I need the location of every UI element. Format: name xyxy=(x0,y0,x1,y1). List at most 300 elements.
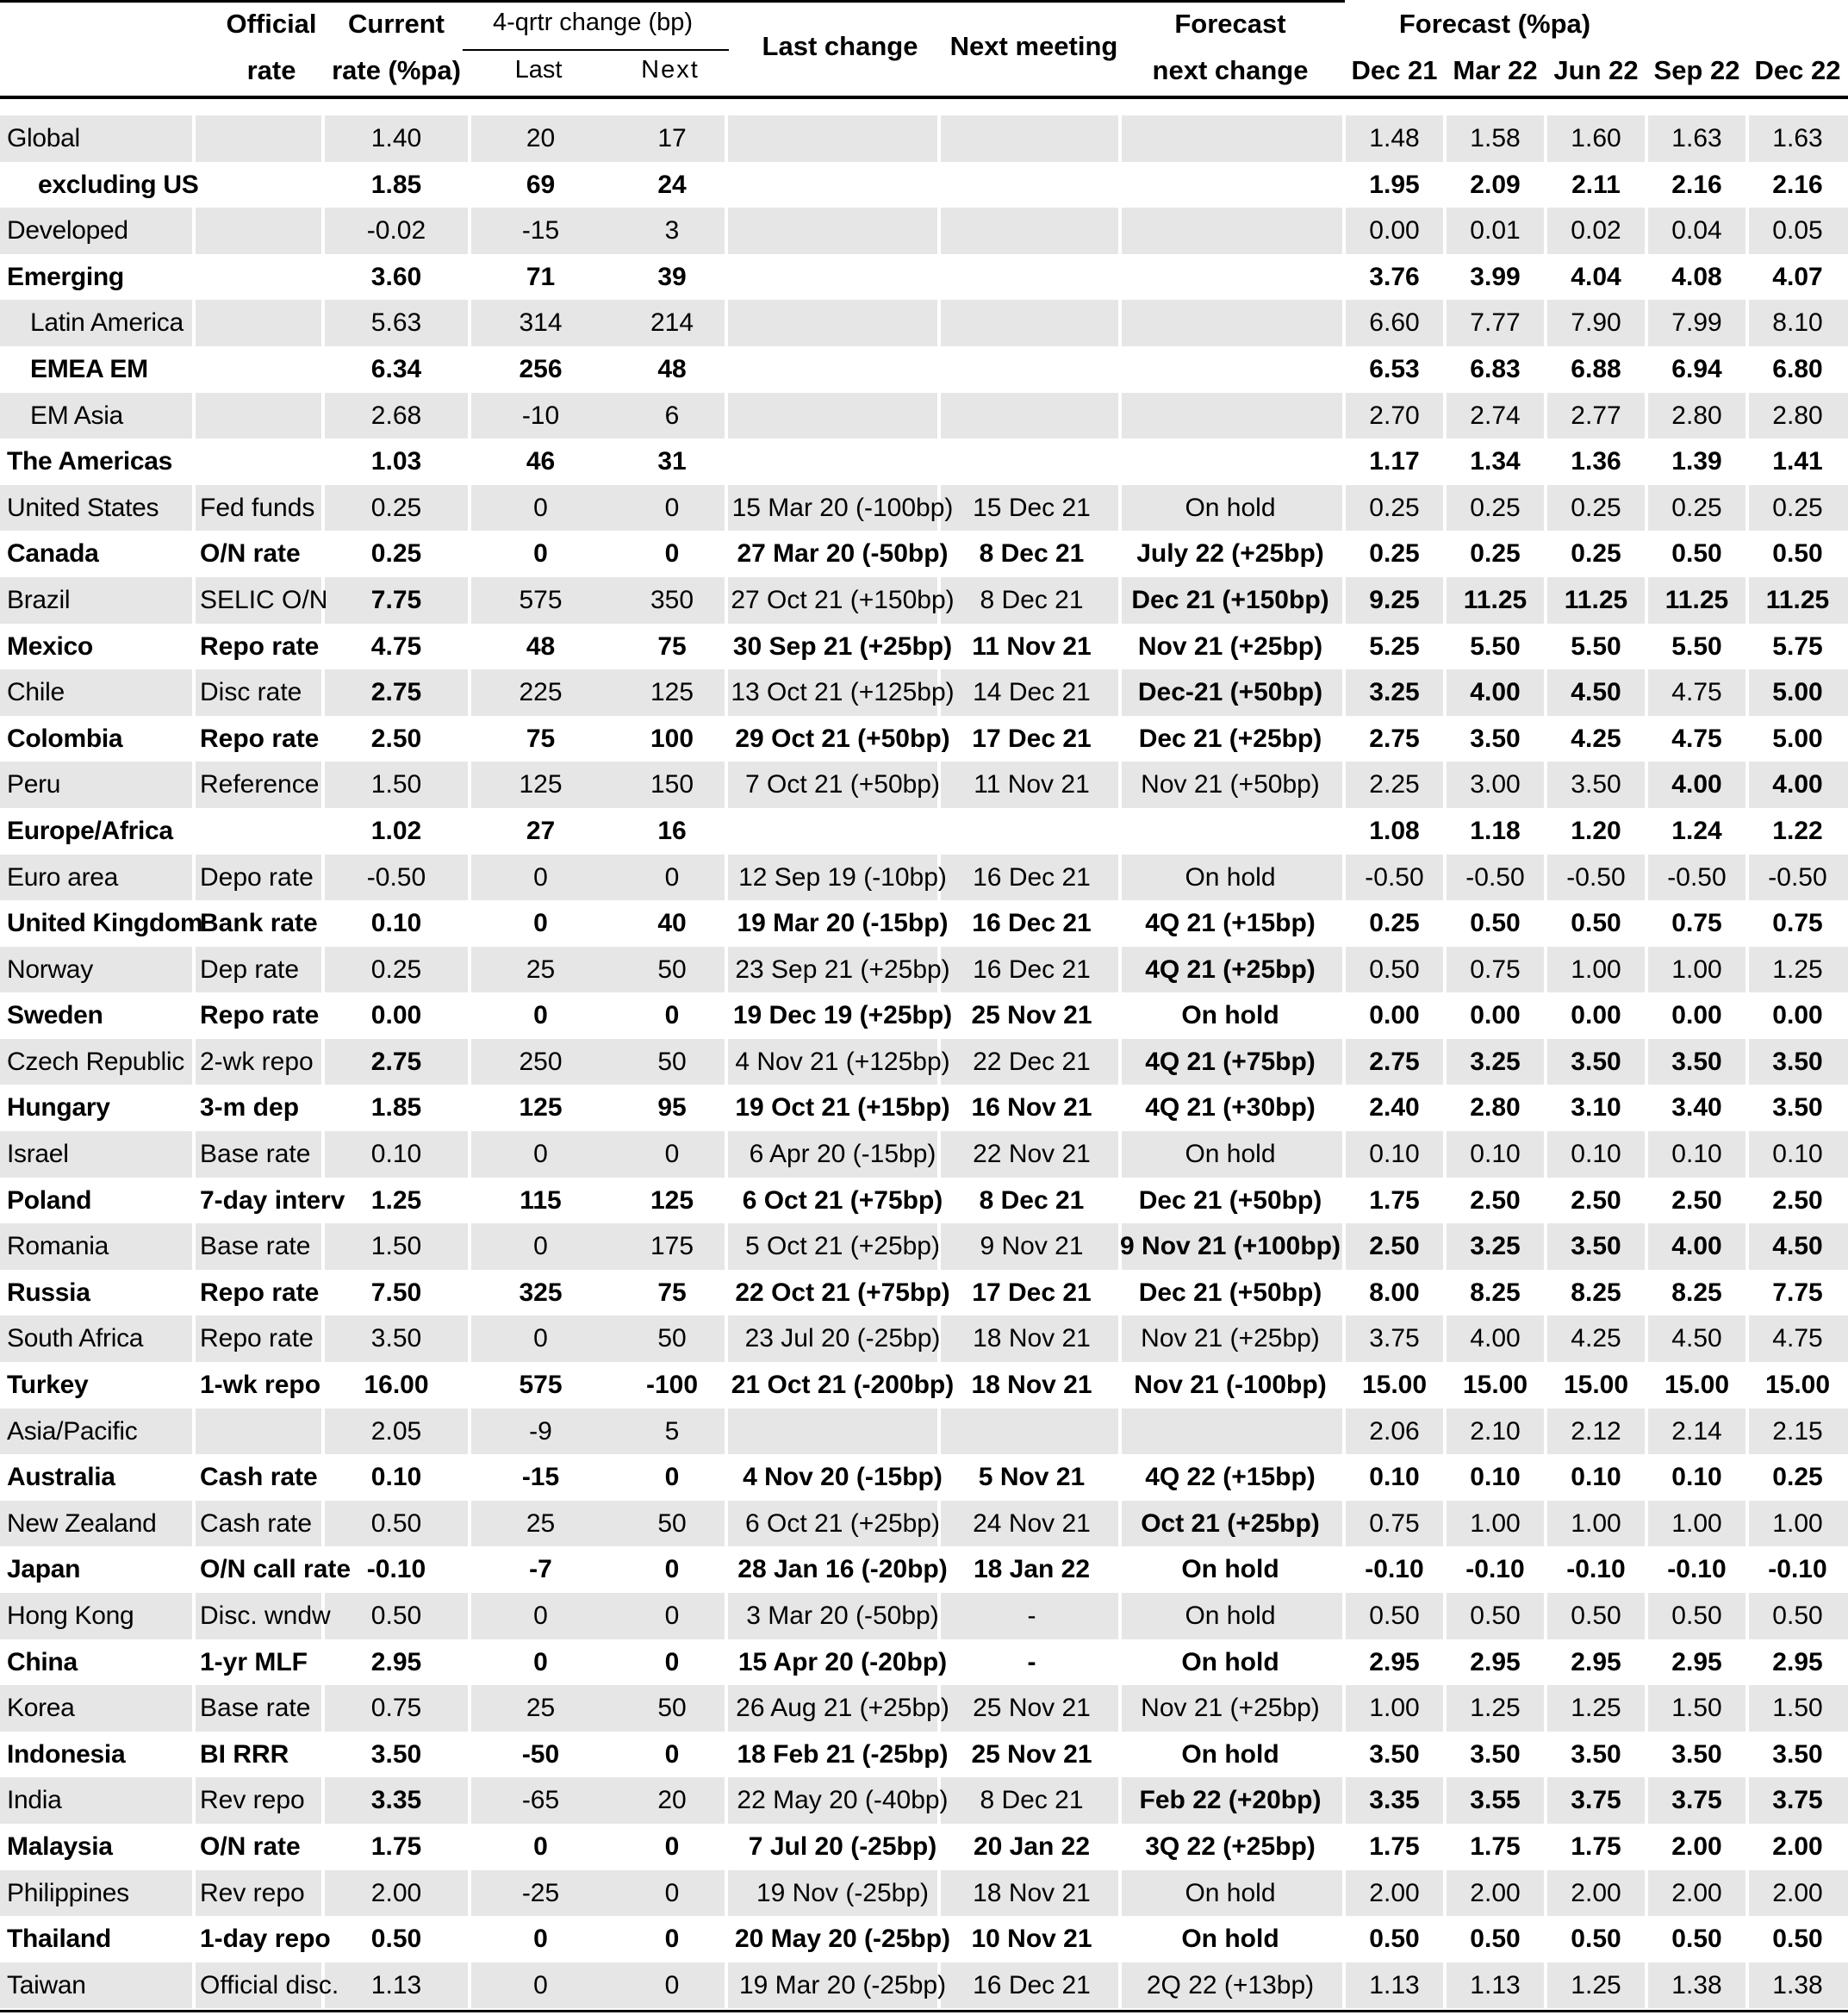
cell-change-last: 125 xyxy=(519,1093,563,1123)
table-row xyxy=(0,438,1848,485)
cell-rate-name: Base rate xyxy=(200,1232,311,1261)
cell-next-meeting: 22 Dec 21 xyxy=(973,1047,1091,1076)
table-row xyxy=(0,1039,1848,1085)
table-row xyxy=(0,1454,1848,1501)
cell-country: New Zealand xyxy=(7,1508,157,1538)
cell-forecast-mar22: 15.00 xyxy=(1462,1371,1528,1400)
cell-last-change xyxy=(726,438,959,485)
header-rule xyxy=(0,96,1848,99)
cell-forecast-dec22: 5.00 xyxy=(1772,678,1823,707)
cell-current-rate: 0.25 xyxy=(370,955,422,984)
cell-forecast-sep22: 1.24 xyxy=(1671,816,1722,845)
cell-forecast-mar22: 3.00 xyxy=(1470,770,1521,799)
cell-forecast-dec22: 1.25 xyxy=(1772,955,1823,984)
cell-forecast-next: 4Q 21 (+30bp) xyxy=(1145,1093,1316,1123)
cell-change-next: -100 xyxy=(645,1371,699,1400)
cell-rate-name xyxy=(200,208,333,254)
cell-last-change xyxy=(726,808,959,855)
cell-rate-name: Rev repo xyxy=(200,1878,305,1907)
cell-forecast-dec22: 0.75 xyxy=(1772,909,1823,938)
table-row xyxy=(0,1777,1848,1824)
table-row xyxy=(0,577,1848,624)
cell-forecast-dec21: 1.13 xyxy=(1369,1970,1420,1999)
cell-rate-name: Fed funds xyxy=(200,493,315,522)
table-row xyxy=(0,1131,1848,1178)
cell-next-meeting: 22 Nov 21 xyxy=(973,1140,1091,1169)
cell-rate-name: Bank rate xyxy=(200,909,318,938)
cell-next-meeting: 20 Jan 22 xyxy=(973,1832,1091,1861)
cell-country: United States xyxy=(7,493,159,522)
cell-last-change: 21 Oct 21 (-200bp) xyxy=(731,1371,955,1400)
cell-forecast-jun22: 2.12 xyxy=(1571,1416,1621,1446)
cell-current-rate: 7.50 xyxy=(370,1278,422,1307)
cell-change-next: 95 xyxy=(657,1093,687,1123)
header-period-dec22: Dec 22 xyxy=(1754,55,1841,85)
cell-country: China xyxy=(7,1647,78,1676)
cell-forecast-sep22: 7.99 xyxy=(1671,308,1722,338)
table-row xyxy=(0,1824,1848,1870)
cell-forecast-dec21: 9.25 xyxy=(1369,585,1420,614)
cell-forecast-sep22: 3.40 xyxy=(1671,1093,1722,1123)
cell-next-meeting: 16 Dec 21 xyxy=(973,955,1091,984)
cell-last-change xyxy=(726,254,959,301)
cell-forecast-mar22: 1.13 xyxy=(1470,1970,1521,1999)
cell-forecast-dec21: 3.76 xyxy=(1369,262,1420,291)
cell-forecast-jun22: 3.50 xyxy=(1571,1739,1621,1769)
cell-forecast-mar22: 1.25 xyxy=(1470,1694,1521,1723)
cell-forecast-next: On hold xyxy=(1185,862,1276,892)
cell-rate-name xyxy=(200,1409,333,1455)
cell-last-change: 5 Oct 21 (+25bp) xyxy=(745,1232,940,1261)
cell-next-meeting: 11 Nov 21 xyxy=(972,631,1092,661)
cell-forecast-sep22: 3.75 xyxy=(1671,1786,1722,1815)
cell-forecast-dec22: 3.50 xyxy=(1772,1047,1823,1076)
cell-change-next: 0 xyxy=(664,1832,680,1861)
cell-change-next: 6 xyxy=(664,401,680,430)
cell-current-rate: 3.50 xyxy=(370,1324,422,1353)
cell-forecast-mar22: 0.25 xyxy=(1470,493,1521,522)
cell-forecast-jun22: 2.50 xyxy=(1571,1185,1621,1215)
cell-current-rate: -0.50 xyxy=(366,862,426,892)
cell-forecast-dec21: 2.75 xyxy=(1369,1047,1420,1076)
cell-next-meeting: 16 Dec 21 xyxy=(973,862,1091,892)
cell-forecast-dec22: 1.63 xyxy=(1772,124,1823,152)
cell-change-next: 24 xyxy=(657,170,687,199)
cell-country: Malaysia xyxy=(7,1832,113,1861)
cell-change-last: 314 xyxy=(519,308,563,338)
cell-rate-name: Disc. wndw xyxy=(200,1601,331,1630)
cell-forecast-dec22: 0.00 xyxy=(1772,1001,1823,1030)
cell-change-last: 0 xyxy=(533,1647,548,1676)
cell-forecast-sep22: 3.50 xyxy=(1671,1739,1722,1769)
header-period-sep22: Sep 22 xyxy=(1653,55,1740,85)
bottom-rule xyxy=(0,2010,1848,2012)
cell-forecast-next: Nov 21 (-100bp) xyxy=(1134,1371,1327,1400)
table-row xyxy=(0,1870,1848,1917)
cell-forecast-dec21: 2.40 xyxy=(1369,1093,1420,1123)
cell-forecast-dec21: 15.00 xyxy=(1361,1371,1428,1400)
cell-forecast-sep22: 0.10 xyxy=(1671,1463,1722,1492)
cell-rate-name: 7-day interv xyxy=(200,1185,345,1215)
cell-forecast-dec21: 0.00 xyxy=(1369,1001,1420,1030)
cell-next-meeting: 25 Nov 21 xyxy=(971,1739,1092,1769)
table-row xyxy=(0,1685,1848,1732)
cell-forecast-sep22: 1.39 xyxy=(1671,447,1722,476)
cell-next-meeting: 8 Dec 21 xyxy=(979,1185,1085,1215)
cell-change-next: 0 xyxy=(664,1001,680,1030)
cell-change-next: 40 xyxy=(657,909,687,938)
cell-country: Romania xyxy=(7,1232,109,1261)
cell-forecast-dec22: 11.25 xyxy=(1765,585,1830,614)
cell-forecast-sep22: 0.50 xyxy=(1671,539,1722,569)
cell-change-next: 125 xyxy=(650,1185,694,1215)
cell-country: Korea xyxy=(7,1694,75,1723)
cell-change-next: 0 xyxy=(664,1140,680,1169)
cell-forecast-dec22: -0.10 xyxy=(1768,1555,1827,1584)
header-period-mar22: Mar 22 xyxy=(1453,55,1538,85)
cell-rate-name: Depo rate xyxy=(200,862,314,892)
cell-forecast-jun22: 1.75 xyxy=(1571,1832,1621,1861)
cell-change-last: 115 xyxy=(520,1185,562,1215)
cell-change-last: 25 xyxy=(526,955,556,984)
cell-current-rate: -0.02 xyxy=(366,216,426,246)
header-change-group: 4-qrtr change (bp) xyxy=(492,9,694,36)
cell-rate-name xyxy=(200,393,333,439)
cell-rate-name: 1-yr MLF xyxy=(200,1647,308,1676)
header-current-rate-line1: Current xyxy=(348,9,445,39)
cell-next-meeting xyxy=(939,115,1124,162)
cell-forecast-next xyxy=(1111,254,1349,301)
cell-forecast-dec21: 8.00 xyxy=(1369,1278,1420,1307)
cell-next-meeting xyxy=(939,438,1124,485)
cell-forecast-sep22: 3.50 xyxy=(1671,1047,1722,1076)
cell-forecast-next: Dec 21 (+50bp) xyxy=(1138,1278,1322,1307)
cell-last-change: 6 Oct 21 (+25bp) xyxy=(745,1508,940,1538)
cell-last-change: 22 May 20 (-40bp) xyxy=(737,1786,949,1815)
cell-forecast-dec21: 0.75 xyxy=(1369,1508,1420,1538)
table-row xyxy=(0,992,1848,1039)
cell-forecast-mar22: 2.00 xyxy=(1470,1878,1521,1907)
cell-forecast-mar22: 1.58 xyxy=(1470,124,1521,152)
cell-forecast-dec22: 4.07 xyxy=(1772,262,1823,291)
cell-change-next: 125 xyxy=(650,678,694,707)
cell-forecast-next: Nov 21 (+25bp) xyxy=(1137,631,1323,661)
cell-forecast-jun22: 3.50 xyxy=(1571,770,1621,799)
cell-country: Taiwan xyxy=(7,1970,86,1999)
cell-change-next: 5 xyxy=(664,1416,680,1446)
cell-last-change: 15 Apr 20 (-20bp) xyxy=(737,1647,948,1676)
cell-forecast-dec21: 0.25 xyxy=(1369,909,1420,938)
table-row xyxy=(0,1223,1848,1270)
cell-forecast-jun22: 4.25 xyxy=(1571,1324,1621,1353)
cell-forecast-dec21: 0.00 xyxy=(1369,216,1420,246)
cell-forecast-dec21: 1.48 xyxy=(1369,124,1420,152)
cell-country: Peru xyxy=(7,770,61,799)
cell-change-last: 20 xyxy=(526,124,556,152)
cell-next-meeting: 25 Nov 21 xyxy=(973,1694,1091,1723)
cell-forecast-dec21: 2.00 xyxy=(1369,1878,1420,1907)
cell-forecast-sep22: 1.38 xyxy=(1671,1970,1722,1999)
cell-change-last: 225 xyxy=(519,678,563,707)
cell-next-meeting: 14 Dec 21 xyxy=(973,678,1091,707)
cell-country: Canada xyxy=(7,539,99,569)
cell-last-change: 7 Oct 21 (+50bp) xyxy=(745,770,940,799)
cell-change-next: 150 xyxy=(650,770,694,799)
cell-next-meeting: 16 Nov 21 xyxy=(971,1093,1092,1123)
cell-next-meeting xyxy=(939,393,1124,439)
cell-forecast-dec22: 2.00 xyxy=(1772,1832,1823,1861)
cell-forecast-next: 4Q 21 (+25bp) xyxy=(1145,955,1316,984)
cell-last-change: 13 Oct 21 (+125bp) xyxy=(731,678,955,707)
table-row xyxy=(0,393,1848,439)
cell-forecast-jun22: 1.25 xyxy=(1571,1694,1621,1723)
cell-forecast-next: 4Q 22 (+15bp) xyxy=(1145,1463,1316,1492)
cell-current-rate: -0.10 xyxy=(366,1555,426,1584)
cell-rate-name: Cash rate xyxy=(200,1508,313,1538)
cell-change-last: 25 xyxy=(526,1694,556,1723)
cell-current-rate: 0.10 xyxy=(370,909,422,938)
cell-last-change: 28 Jan 16 (-20bp) xyxy=(737,1555,948,1584)
cell-forecast-sep22: 0.50 xyxy=(1671,1925,1722,1954)
cell-country: Sweden xyxy=(7,1001,103,1030)
cell-current-rate: 2.50 xyxy=(370,724,422,753)
cell-forecast-jun22: 1.36 xyxy=(1571,447,1621,476)
cell-forecast-dec21: 0.10 xyxy=(1369,1463,1420,1492)
cell-forecast-jun22: 15.00 xyxy=(1563,1371,1629,1400)
cell-country: Asia/Pacific xyxy=(7,1416,138,1446)
cell-forecast-mar22: -0.50 xyxy=(1465,862,1525,892)
cell-change-last: 0 xyxy=(533,1324,548,1353)
cell-next-meeting xyxy=(939,1409,1124,1455)
cell-forecast-mar22: 1.18 xyxy=(1470,816,1521,845)
table-row xyxy=(0,1085,1848,1131)
cell-forecast-dec22: 0.05 xyxy=(1772,216,1823,246)
cell-change-next: 75 xyxy=(657,631,687,661)
table-row xyxy=(0,808,1848,855)
cell-change-next: 0 xyxy=(664,493,680,522)
cell-forecast-dec22: 6.80 xyxy=(1772,354,1823,383)
cell-forecast-jun22: 4.25 xyxy=(1571,724,1621,753)
cell-last-change: 19 Nov (-25bp) xyxy=(756,1878,930,1907)
cell-change-last: 75 xyxy=(526,724,556,753)
cell-current-rate: 1.13 xyxy=(370,1970,422,1999)
cell-current-rate: 1.75 xyxy=(370,1832,422,1861)
cell-change-next: 0 xyxy=(664,539,680,569)
cell-forecast-jun22: 0.02 xyxy=(1571,216,1621,246)
cell-forecast-next xyxy=(1111,300,1349,346)
cell-country: Emerging xyxy=(7,262,124,291)
table-row xyxy=(0,208,1848,254)
cell-forecast-mar22: 0.50 xyxy=(1470,909,1521,938)
cell-forecast-dec22: 2.00 xyxy=(1772,1878,1823,1907)
cell-last-change xyxy=(726,115,959,162)
cell-last-change: 26 Aug 21 (+25bp) xyxy=(736,1694,949,1723)
cell-change-next: 0 xyxy=(664,1555,680,1584)
cell-change-next: 175 xyxy=(650,1232,694,1261)
cell-change-next: 0 xyxy=(664,862,680,892)
cell-forecast-dec21: 6.60 xyxy=(1369,308,1420,338)
cell-forecast-mar22: 2.50 xyxy=(1470,1185,1521,1215)
cell-forecast-jun22: 5.50 xyxy=(1571,631,1621,661)
cell-next-meeting xyxy=(939,808,1124,855)
cell-forecast-dec22: 2.95 xyxy=(1772,1647,1823,1676)
cell-forecast-jun22: 0.25 xyxy=(1571,539,1621,569)
cell-forecast-dec21: 0.50 xyxy=(1369,955,1420,984)
cell-current-rate: 16.00 xyxy=(364,1371,429,1400)
cell-next-meeting: 18 Nov 21 xyxy=(971,1371,1092,1400)
cell-last-change xyxy=(726,346,959,393)
cell-forecast-dec22: -0.50 xyxy=(1768,862,1827,892)
cell-country: Colombia xyxy=(7,724,123,753)
cell-current-rate: 0.25 xyxy=(370,539,422,569)
cell-forecast-dec21: 1.75 xyxy=(1369,1832,1420,1861)
table-row xyxy=(0,1639,1848,1686)
cell-forecast-next: Oct 21 (+25bp) xyxy=(1141,1508,1320,1538)
cell-current-rate: 7.75 xyxy=(370,585,422,614)
cell-last-change xyxy=(726,300,959,346)
cell-change-last: 575 xyxy=(519,1371,563,1400)
cell-forecast-next xyxy=(1111,162,1349,208)
cell-current-rate: 0.10 xyxy=(370,1463,422,1492)
cell-forecast-mar22: 4.00 xyxy=(1470,678,1521,707)
cell-forecast-next xyxy=(1111,115,1349,162)
cell-rate-name xyxy=(200,162,333,208)
cell-forecast-next xyxy=(1111,1409,1349,1455)
cell-forecast-sep22: 0.75 xyxy=(1671,909,1722,938)
cell-forecast-sep22: 1.00 xyxy=(1671,1508,1722,1538)
cell-current-rate: 1.25 xyxy=(370,1185,422,1215)
cell-forecast-sep22: 4.00 xyxy=(1671,770,1722,799)
table-row xyxy=(0,1962,1848,2009)
table-row xyxy=(0,624,1848,670)
cell-forecast-next: Feb 22 (+20bp) xyxy=(1139,1786,1322,1815)
cell-rate-name: Rev repo xyxy=(200,1786,305,1815)
cell-rate-name: Repo rate xyxy=(200,724,320,753)
table-row xyxy=(0,855,1848,901)
cell-forecast-dec22: 4.75 xyxy=(1772,1324,1823,1353)
cell-next-meeting: - xyxy=(1027,1601,1036,1630)
table-row xyxy=(0,346,1848,393)
cell-last-change: 4 Nov 20 (-15bp) xyxy=(743,1463,943,1492)
table-row xyxy=(0,1593,1848,1639)
cell-country: excluding US xyxy=(38,170,199,199)
table-row xyxy=(0,1409,1848,1455)
cell-forecast-dec22: 3.75 xyxy=(1772,1786,1823,1815)
header-change-underline xyxy=(463,49,729,51)
cell-current-rate: 1.50 xyxy=(370,1232,422,1261)
cell-forecast-mar22: 0.01 xyxy=(1470,216,1521,246)
cell-change-last: -50 xyxy=(521,1739,560,1769)
header-forecast-next-line1: Forecast xyxy=(1174,9,1286,39)
cell-forecast-sep22: 2.50 xyxy=(1671,1185,1722,1215)
cell-country: Europe/Africa xyxy=(7,816,173,845)
cell-rate-name xyxy=(200,808,333,855)
cell-forecast-dec22: 8.10 xyxy=(1772,308,1823,338)
cell-forecast-dec22: 2.50 xyxy=(1772,1185,1823,1215)
cell-next-meeting: 18 Nov 21 xyxy=(973,1324,1091,1353)
cell-forecast-next: Dec 21 (+150bp) xyxy=(1131,585,1329,614)
cell-change-last: 0 xyxy=(533,862,548,892)
cell-rate-name: 1-wk repo xyxy=(200,1371,321,1400)
cell-change-next: 50 xyxy=(657,1508,687,1538)
cell-forecast-mar22: 1.75 xyxy=(1470,1832,1521,1861)
cell-forecast-dec21: 0.50 xyxy=(1369,1601,1420,1630)
cell-rate-name: O/N call rate xyxy=(200,1555,352,1584)
cell-last-change: 30 Sep 21 (+25bp) xyxy=(732,631,953,661)
cell-change-next: 50 xyxy=(657,1694,687,1723)
cell-forecast-next xyxy=(1111,208,1349,254)
cell-country: Poland xyxy=(7,1185,92,1215)
cell-last-change: 19 Mar 20 (-15bp) xyxy=(737,909,949,938)
cell-change-last: -65 xyxy=(521,1786,560,1815)
cell-forecast-sep22: 15.00 xyxy=(1664,1371,1730,1400)
cell-country: Australia xyxy=(7,1463,115,1492)
cell-rate-name xyxy=(200,254,333,301)
cell-forecast-sep22: 1.50 xyxy=(1671,1694,1722,1723)
cell-last-change: 6 Oct 21 (+75bp) xyxy=(742,1185,943,1215)
cell-last-change: 4 Nov 21 (+125bp) xyxy=(735,1047,950,1076)
cell-forecast-sep22: 4.00 xyxy=(1671,1232,1722,1261)
cell-change-next: 3 xyxy=(664,216,680,246)
table-row xyxy=(0,485,1848,532)
cell-forecast-next: 2Q 22 (+13bp) xyxy=(1146,1970,1315,1999)
cell-current-rate: 6.34 xyxy=(370,354,422,383)
cell-change-next: 16 xyxy=(657,816,687,845)
cell-forecast-next: 9 Nov 21 (+100bp) xyxy=(1120,1232,1341,1261)
cell-forecast-next: 3Q 22 (+25bp) xyxy=(1145,1832,1316,1861)
cell-change-last: 71 xyxy=(526,262,556,291)
cell-forecast-dec22: 0.25 xyxy=(1772,1463,1823,1492)
cell-country: India xyxy=(7,1786,62,1815)
cell-forecast-sep22: 8.25 xyxy=(1671,1278,1722,1307)
cell-forecast-next: Dec-21 (+50bp) xyxy=(1137,678,1323,707)
cell-forecast-sep22: 1.00 xyxy=(1671,955,1722,984)
cell-change-last: 69 xyxy=(526,170,556,199)
cell-forecast-next: Nov 21 (+25bp) xyxy=(1141,1324,1320,1353)
cell-last-change: 29 Oct 21 (+50bp) xyxy=(735,724,950,753)
cell-forecast-dec21: 5.25 xyxy=(1369,631,1420,661)
cell-current-rate: 4.75 xyxy=(370,631,422,661)
cell-forecast-jun22: -0.50 xyxy=(1566,862,1626,892)
cell-forecast-jun22: 2.77 xyxy=(1571,401,1621,430)
cell-last-change: 12 Sep 19 (-10bp) xyxy=(738,862,947,892)
cell-rate-name: BI RRR xyxy=(200,1739,289,1769)
cell-country: Chile xyxy=(7,678,65,707)
cell-change-next: 214 xyxy=(650,308,694,338)
cell-change-last: -15 xyxy=(521,1463,560,1492)
cell-change-next: 0 xyxy=(664,1647,680,1676)
cell-change-next: 31 xyxy=(657,447,687,476)
cell-change-last: -7 xyxy=(529,1555,552,1584)
cell-forecast-mar22: 0.50 xyxy=(1470,1601,1521,1630)
cell-country: Israel xyxy=(7,1140,69,1169)
cell-forecast-mar22: 4.00 xyxy=(1470,1324,1521,1353)
cell-country: Philippines xyxy=(7,1878,129,1907)
table-row xyxy=(0,1362,1848,1409)
table-row xyxy=(0,1178,1848,1224)
cell-forecast-jun22: 3.50 xyxy=(1571,1232,1621,1261)
cell-forecast-jun22: 0.10 xyxy=(1571,1140,1621,1169)
cell-forecast-jun22: 0.50 xyxy=(1571,909,1621,938)
cell-forecast-jun22: 7.90 xyxy=(1571,308,1621,338)
cell-last-change xyxy=(726,393,959,439)
cell-change-last: 250 xyxy=(519,1047,563,1076)
cell-forecast-sep22: 0.00 xyxy=(1671,1001,1722,1030)
table-row xyxy=(0,947,1848,993)
cell-forecast-mar22: 3.25 xyxy=(1470,1047,1521,1076)
cell-forecast-jun22: 3.50 xyxy=(1571,1047,1621,1076)
cell-change-next: 17 xyxy=(657,124,687,152)
